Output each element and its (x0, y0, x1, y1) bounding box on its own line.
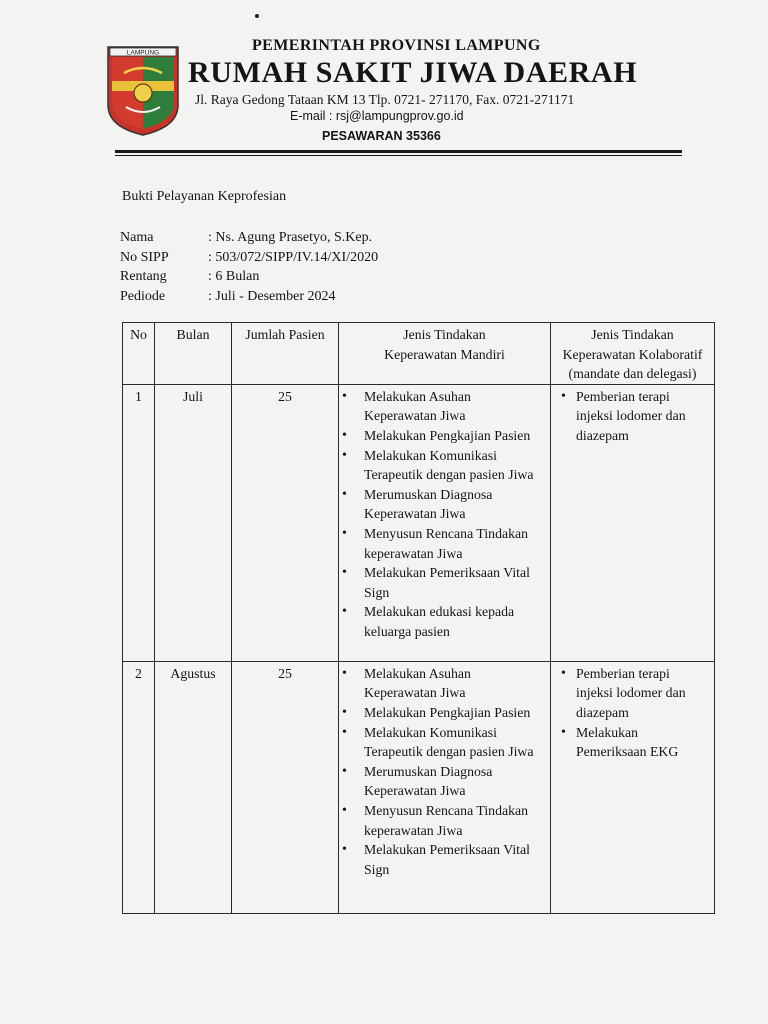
list-item: • Melakukan Pemeriksaan Vital Sign (339, 563, 550, 602)
cell-no: 1 (123, 384, 155, 661)
list-item: • Menyusun Rencana Tindakan keperawatan Jiwa (339, 524, 550, 563)
table-row (123, 384, 715, 661)
info-row-period (120, 287, 378, 307)
list-item: • Melakukan Asuhan Keperawatan Jiwa (339, 664, 550, 703)
list-item: • Merumuskan Diagnosa Keperawatan Jiwa (339, 762, 550, 801)
list-item: • Melakukan Komunikasi Terapeutik dengan pasien Jiwa (339, 446, 550, 485)
list-item: • Pemberian terapi injeksi lodomer dan diazepam (551, 387, 714, 446)
info-row-range (120, 267, 378, 287)
identity-block (120, 228, 378, 306)
cell-bulan: Agustus (155, 661, 232, 913)
list-item: • Melakukan Pemeriksaan Vital Sign (339, 840, 550, 879)
list-item: • Menyusun Rencana Tindakan keperawatan Jiwa (339, 801, 550, 840)
info-label: No SIPP (120, 249, 169, 265)
list-item: • Melakukan edukasi kepada keluarga pasien (339, 602, 550, 641)
letterhead-divider-thin (115, 155, 682, 156)
info-value: : 6 Bulan (208, 269, 260, 284)
list-item: • Pemberian terapi injeksi lodomer dan diazepam (551, 664, 714, 723)
header-no: No (123, 323, 155, 385)
svg-text:LAMPUNG: LAMPUNG (126, 49, 160, 57)
cell-no: 2 (123, 661, 155, 913)
header-kolab-line1: Jenis Tindakan (591, 327, 674, 342)
table-row (123, 661, 715, 913)
cell-mandiri (339, 661, 551, 913)
header-mandiri-line1: Jenis Tindakan (403, 327, 486, 342)
header-mandiri-line2: Keperawatan Mandiri (384, 346, 505, 362)
cell-mandiri (339, 384, 551, 661)
header-mandiri (339, 323, 551, 385)
header-kolab-line3: (mandate dan delegasi) (568, 366, 697, 382)
info-label: Rentang (120, 269, 167, 284)
postal-code: PESAWARAN 35366 (322, 129, 441, 143)
list-item: • Melakukan Pemeriksaan EKG (551, 723, 714, 762)
lampung-emblem-logo (106, 45, 180, 137)
list-item: • Melakukan Komunikasi Terapeutik dengan pasien Jiwa (339, 723, 550, 762)
list-item: • Merumuskan Diagnosa Keperawatan Jiwa (339, 485, 550, 524)
hospital-address: Jl. Raya Gedong Tataan KM 13 Tlp. 0721- 271170, Fax. 0721-271171 (195, 92, 575, 107)
list-item: • Melakukan Asuhan Keperawatan Jiwa (339, 387, 550, 426)
header-kolaboratif (551, 323, 715, 385)
table-header-row (123, 323, 715, 385)
government-name: PEMERINTAH PROVINSI LAMPUNG (252, 37, 541, 54)
service-table (122, 322, 715, 914)
info-label: Nama (120, 230, 154, 245)
info-value: : 503/072/SIPP/IV.14/XI/2020 (208, 249, 379, 265)
list-item: • Melakukan Pengkajian Pasien (339, 703, 550, 723)
info-row-sipp (120, 248, 378, 268)
letterhead-divider (115, 150, 682, 153)
hospital-email: E-mail : rsj@lampungprov.go.id (290, 109, 464, 123)
list-item: • Melakukan Pengkajian Pasien (339, 426, 550, 446)
hospital-name: RUMAH SAKIT JIWA DAERAH (188, 56, 638, 89)
header-kolab-line2: Keperawatan Kolaboratif (562, 346, 703, 362)
header-bulan: Bulan (155, 323, 232, 385)
info-label: Pediode (120, 288, 166, 304)
cell-kolaboratif (551, 384, 715, 661)
cell-kolaboratif (551, 661, 715, 913)
cell-jumlah: 25 (232, 384, 339, 661)
scan-speck (255, 14, 259, 18)
info-row-name (120, 228, 378, 248)
document-title: Bukti Pelayanan Keprofesian (122, 189, 287, 204)
info-value: : Ns. Agung Prasetyo, S.Kep. (208, 230, 373, 245)
info-value: : Juli - Desember 2024 (208, 288, 336, 304)
cell-bulan: Juli (155, 384, 232, 661)
cell-jumlah: 25 (232, 661, 339, 913)
header-jumlah: Jumlah Pasien (232, 323, 339, 385)
